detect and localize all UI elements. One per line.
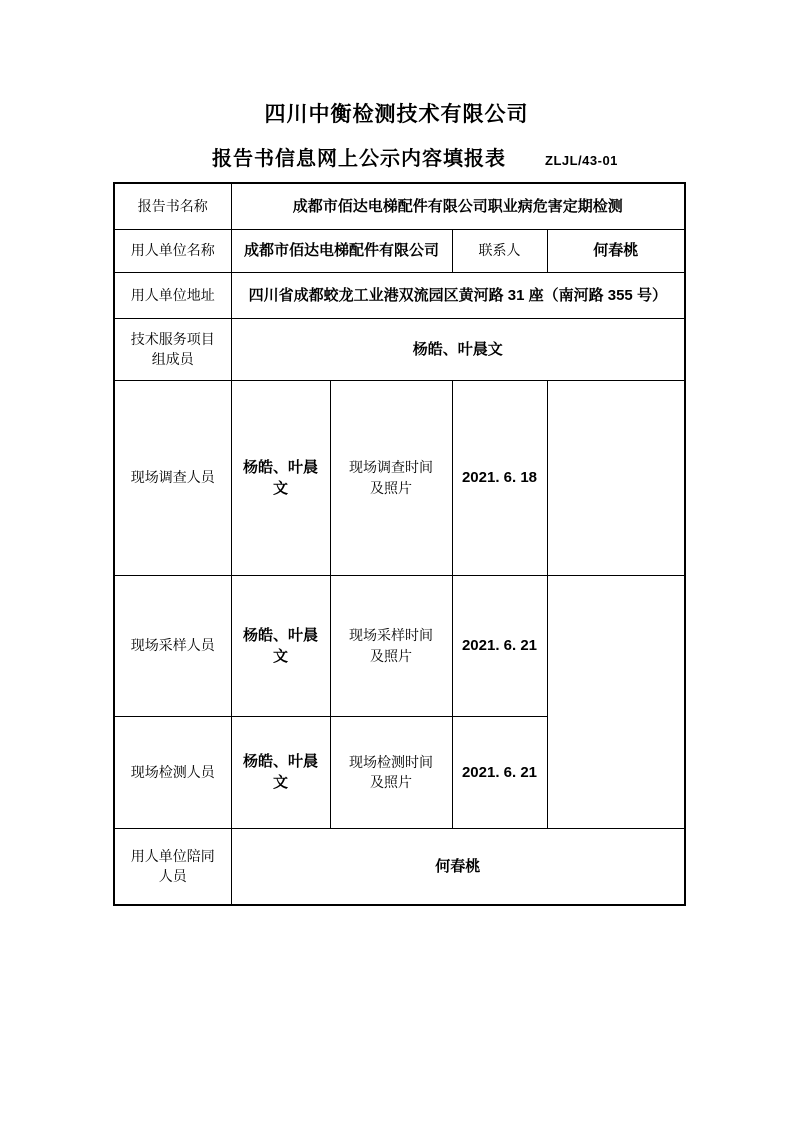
row-escort-personnel [114, 828, 685, 905]
site-survey-label: 现场调查人员 [114, 380, 231, 575]
site-testing-date: 2021. 6. 21 [452, 716, 547, 828]
report-name-label: 报告书名称 [114, 183, 231, 229]
company-title: 四川中衡检测技术有限公司 [264, 103, 529, 126]
site-testing-label: 现场检测人员 [114, 716, 231, 828]
site-survey-personnel: 杨皓、叶晨文 [231, 380, 330, 575]
row-project-team [114, 318, 685, 380]
site-survey-date: 2021. 6. 18 [452, 380, 547, 575]
employer-address-value: 四川省成都蛟龙工业港双流园区黄河路 31 座（南河路 355 号） [231, 272, 685, 318]
site-testing-time-photo-label: 现场检测时间及照片 [330, 716, 452, 828]
report-info-table [113, 182, 686, 906]
project-team-label: 技术服务项目组成员 [114, 318, 231, 380]
site-sampling-label: 现场采样人员 [114, 575, 231, 716]
site-survey-time-photo-label: 现场调查时间及照片 [330, 380, 452, 575]
contact-label: 联系人 [452, 229, 547, 272]
form-code: ZLJL/43-01 [545, 153, 618, 168]
site-sampling-personnel: 杨皓、叶晨文 [231, 575, 330, 716]
row-report-name [114, 183, 685, 229]
site-survey-photo-cell [547, 380, 685, 575]
row-site-sampling [114, 575, 685, 716]
row-site-survey [114, 380, 685, 575]
row-employer-name [114, 229, 685, 272]
site-testing-personnel: 杨皓、叶晨文 [231, 716, 330, 828]
contact-name-value: 何春桃 [547, 229, 685, 272]
employer-name-value: 成都市佰达电梯配件有限公司 [231, 229, 452, 272]
report-name-value: 成都市佰达电梯配件有限公司职业病危害定期检测 [231, 183, 685, 229]
site-sampling-time-photo-label: 现场采样时间及照片 [330, 575, 452, 716]
form-title: 报告书信息网上公示内容填报表 [212, 148, 506, 170]
escort-personnel-value: 何春桃 [231, 828, 685, 905]
row-employer-address [114, 272, 685, 318]
site-sampling-testing-photo-cell [547, 575, 685, 828]
employer-address-label: 用人单位地址 [114, 272, 231, 318]
escort-personnel-label: 用人单位陪同人员 [114, 828, 231, 905]
project-team-value: 杨皓、叶晨文 [231, 318, 685, 380]
employer-name-label: 用人单位名称 [114, 229, 231, 272]
site-sampling-date: 2021. 6. 21 [452, 575, 547, 716]
